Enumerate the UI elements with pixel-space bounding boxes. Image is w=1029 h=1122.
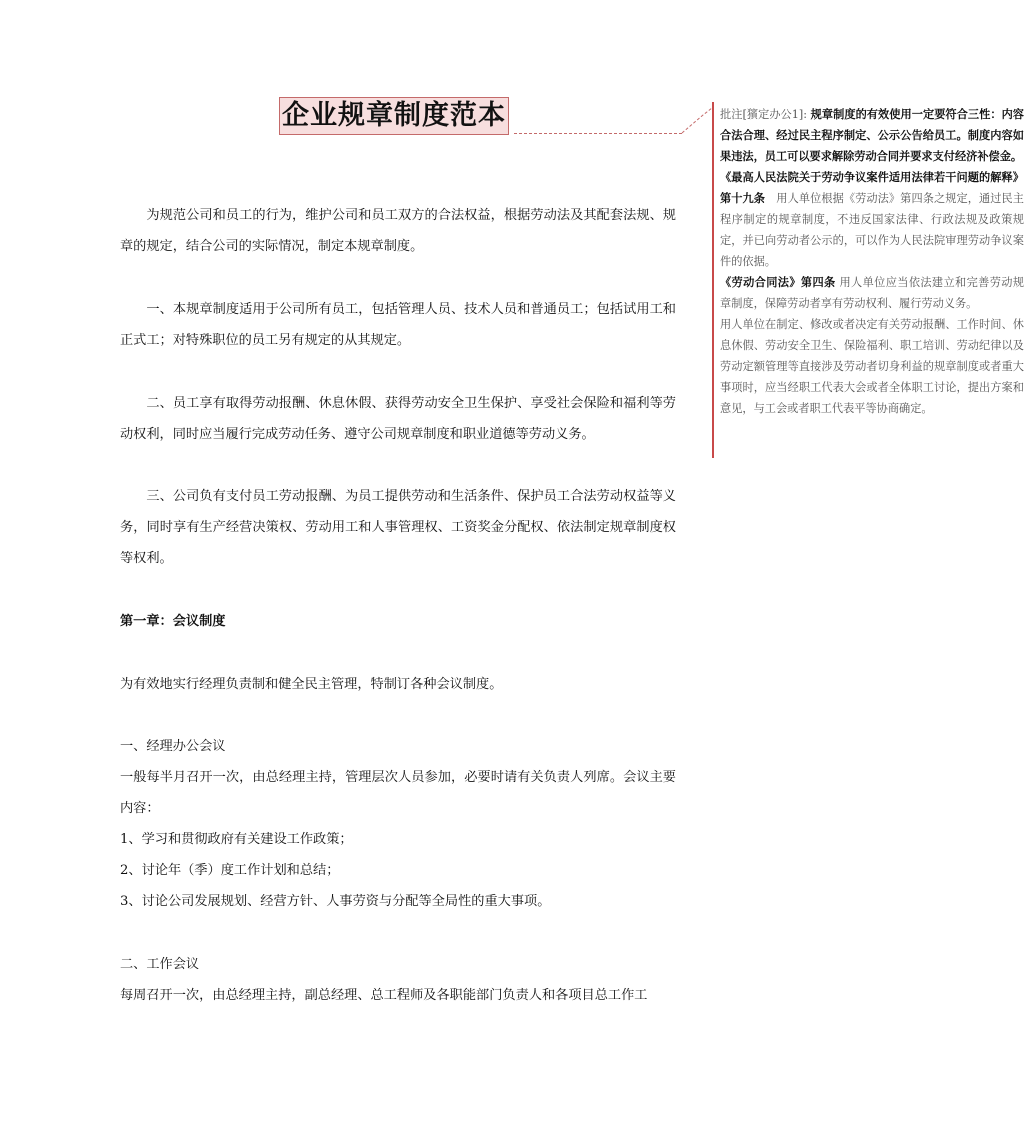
section-2: [120, 949, 676, 1011]
law-1-name: 《最高人民法院关于劳动争议案件适用法律若干问题的解释》第十九条: [720, 170, 1024, 205]
comment-law-1: [720, 167, 1024, 272]
comment-headline: 规章制度的有效使用一定要符合三性：内容合法合理、经过民主程序制定、公示公告给员工。制度内容如果违法，员工可以要求解除劳动合同并要求支付经济补偿金。: [720, 107, 1024, 163]
comment-marker-bar: [712, 102, 714, 458]
intro-paragraph: [120, 200, 676, 262]
comment-prefix: 批注[獱定办公1]:: [720, 108, 808, 121]
section-2-title: 二、工作会议: [120, 957, 200, 972]
chapter-intro-text: 为有效地实行经理负责制和健全民主管理，特制订各种会议制度。: [120, 677, 503, 692]
clause-3: [120, 481, 676, 574]
clause-1: [120, 294, 676, 356]
list-item: 3、讨论公司发展规划、经营方针、人事劳资与分配等全局性的重大事项。: [120, 894, 551, 909]
clause-2-text: 二、员工享有取得劳动报酬、休息休假、获得劳动安全卫生保护、享受社会保险和福利等劳动权利，同时应当履行完成劳动任务、遵守公司规章制度和职业道德等劳动义务。: [120, 396, 676, 442]
intro-text: 为规范公司和员工的行为，维护公司和员工双方的合法权益，根据劳动法及其配套法规、规章的规定，结合公司的实际情况，制定本规章制度。: [120, 208, 676, 254]
comment-law-2: [720, 272, 1024, 314]
document-title: 企业规章制度范本: [279, 97, 509, 135]
comment-balloon[interactable]: [720, 104, 1024, 419]
comment-anchor-line: [514, 133, 682, 134]
clause-1-text: 一、本规章制度适用于公司所有员工，包括管理人员、技术人员和普通员工；包括试用工和正式工；对特殊职位的员工另有规定的从其规定。: [120, 302, 676, 348]
chapter-title: 第一章：会议制度: [120, 614, 226, 629]
law-2-name: 《劳动合同法》第四条: [720, 275, 836, 289]
list-item: 2、讨论年（季）度工作计划和总结；: [120, 863, 340, 878]
section-2-body: 每周召开一次，由总经理主持，副总经理、总工程师及各职能部门负责人和各项目总工作工: [120, 988, 648, 1003]
law-2-text: 用人单位应当依法建立和完善劳动规章制度，保障劳动者享有劳动权利、履行劳动义务。: [720, 276, 1024, 310]
section-1: [120, 731, 676, 917]
list-item: 1、学习和贯彻政府有关建设工作政策；: [120, 832, 353, 847]
chapter-1-heading: [120, 606, 676, 637]
chapter-1-intro: [120, 669, 676, 700]
section-1-title: 一、经理办公会议: [120, 739, 226, 754]
law-2-text-2: 用人单位在制定、修改或者决定有关劳动报酬、工作时间、休息休假、劳动安全卫生、保险福利、职工培训、劳动纪律以及劳动定额管理等直接涉及劳动者切身利益的规章制度或者重大事项时，应当经职工代表大会或者全体职工讨论，提出方案和意见，与工会或者职工代表平等协商确定。: [720, 318, 1024, 415]
clause-3-text: 三、公司负有支付员工劳动报酬、为员工提供劳动和生活条件、保护员工合法劳动权益等义务，同时享有生产经营决策权、劳动用工和人事管理权、工资奖金分配权、依法制定规章制度权等权利。: [120, 489, 676, 566]
section-1-body: 一般每半月召开一次，由总经理主持，管理层次人员参加，必要时请有关负责人列席。会议主要内容：: [120, 770, 676, 816]
clause-2: [120, 388, 676, 450]
comment-headline-paragraph: [720, 104, 1024, 167]
law-1-text: 用人单位根据《劳动法》第四条之规定，通过民主程序制定的规章制度，不违反国家法律、行政法规及政策规定，并已向劳动者公示的，可以作为人民法院审理劳动争议案件的依据。: [720, 192, 1024, 268]
